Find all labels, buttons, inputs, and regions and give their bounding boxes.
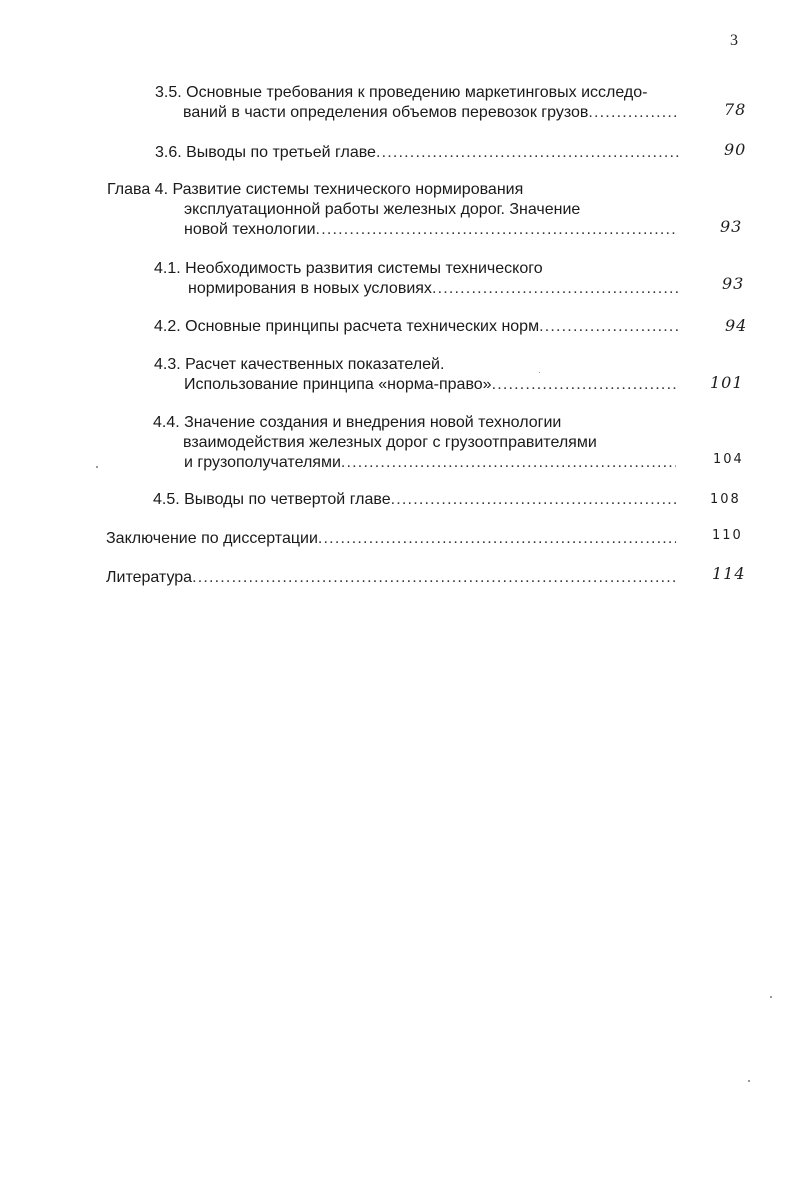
leader-dots bbox=[391, 491, 676, 509]
toc-entry-title-line: взаимодействия железных дорог с грузоотправителями bbox=[183, 434, 597, 451]
toc-entry-title-line: 4.3. Расчет качественных показателей. bbox=[154, 356, 445, 373]
toc-entry-title-line: 3.6. Выводы по третьей главе bbox=[155, 144, 376, 161]
leader-dots bbox=[492, 376, 676, 394]
toc-entry-title-line: 3.5. Основные требования к проведению маркетинговых исследо- bbox=[155, 84, 648, 101]
leader-dots bbox=[341, 454, 676, 472]
toc-entry-title-line: 4.2. Основные принципы расчета технических норм bbox=[154, 318, 540, 335]
scan-speck bbox=[539, 372, 540, 373]
toc-entry-leader-line bbox=[153, 491, 676, 509]
toc-entry-leader-line bbox=[183, 104, 680, 122]
toc-entry-title-line: новой технологии bbox=[184, 221, 316, 238]
toc-entry-title-line: Глава 4. Развитие системы технического нормирования bbox=[107, 181, 524, 198]
toc-entry-title-line: Заключение по диссертации bbox=[106, 530, 318, 547]
handwritten-page-number: 90 bbox=[724, 140, 747, 159]
scan-speck bbox=[96, 466, 98, 468]
handwritten-page-number: 94 bbox=[725, 316, 748, 335]
toc-entry-title-line: 4.5. Выводы по четвертой главе bbox=[153, 491, 391, 508]
handwritten-page-number: 114 bbox=[712, 564, 746, 583]
leader-dots bbox=[318, 530, 676, 548]
leader-dots bbox=[376, 144, 680, 162]
leader-dots bbox=[432, 280, 680, 298]
leader-dots bbox=[539, 318, 678, 336]
toc-entry-leader-line bbox=[106, 569, 676, 587]
toc-entry-title-line: эксплуатационной работы железных дорог. Значение bbox=[184, 201, 581, 218]
handwritten-page-number: 78 bbox=[724, 100, 747, 119]
toc-entry-title-line: ваний в части определения объемов перевозок грузов bbox=[183, 104, 589, 121]
handwritten-page-number: 110 bbox=[712, 528, 743, 543]
handwritten-page-number: 93 bbox=[720, 217, 743, 236]
toc-entry-title-line: и грузополучателями bbox=[184, 454, 341, 471]
leader-dots bbox=[316, 221, 678, 239]
handwritten-page-number: 108 bbox=[710, 492, 741, 507]
toc-entry-leader-line bbox=[184, 221, 678, 239]
handwritten-page-number: 101 bbox=[710, 373, 744, 392]
toc-entry-leader-line bbox=[155, 144, 680, 162]
scan-speck bbox=[748, 1080, 750, 1082]
handwritten-page-number: 104 bbox=[713, 452, 744, 467]
page-number: 3 bbox=[730, 32, 738, 49]
handwritten-page-number: 93 bbox=[722, 274, 745, 293]
toc-entry-leader-line bbox=[188, 280, 680, 298]
toc-entry-title-line: Литература bbox=[106, 569, 193, 586]
toc-entry-title-line: Использование принципа «норма-право» bbox=[184, 376, 492, 393]
leader-dots bbox=[588, 104, 680, 122]
toc-entry-title-line: 4.1. Необходимость развития системы технического bbox=[154, 260, 543, 277]
toc-entry-leader-line bbox=[184, 454, 676, 472]
toc-entry-leader-line bbox=[184, 376, 676, 394]
toc-entry-leader-line bbox=[154, 318, 678, 336]
scan-speck bbox=[770, 996, 772, 998]
leader-dots bbox=[192, 569, 676, 587]
toc-entry-leader-line bbox=[106, 530, 676, 548]
toc-entry-title-line: 4.4. Значение создания и внедрения новой технологии bbox=[153, 414, 562, 431]
toc-entry-title-line: нормирования в новых условиях bbox=[188, 280, 432, 297]
